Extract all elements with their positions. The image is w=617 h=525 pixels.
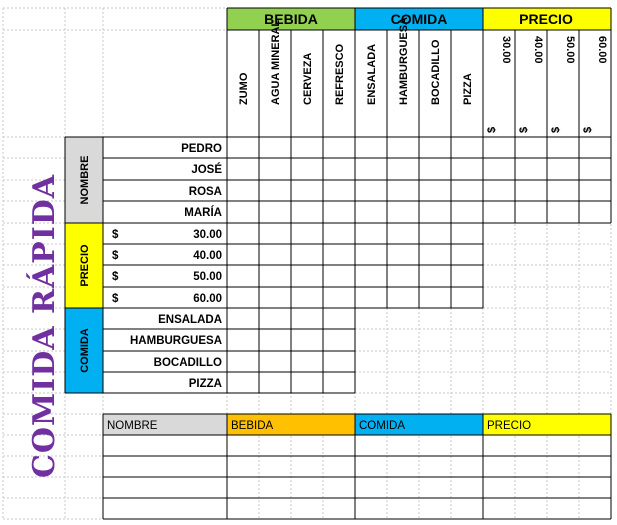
row-label-currency: $ [112,293,119,305]
summary-header-nombre: NOMBRE [107,420,158,432]
column-header-pizza: PIZZA [462,73,474,105]
column-header-price: 50.00 [564,36,576,64]
column-header-ensalada: ENSALADA [366,43,378,105]
row-label-food: ENSALADA [158,314,222,326]
column-header-zumo: ZUMO [238,72,250,105]
column-header-currency: $ [550,126,562,133]
column-header-currency: $ [518,126,530,133]
column-header-price: 60.00 [596,36,608,64]
header-comida: COMIDA [390,11,448,27]
summary-header-bebida: BEBIDA [231,420,274,432]
column-header-bocadillo: BOCADILLO [430,39,442,105]
row-label-food: PIZZA [188,378,222,390]
row-label-price: 30.00 [193,229,222,241]
column-header-hamburguesa: HAMBURGUESA [398,17,410,105]
header-bebida: BEBIDA [264,11,318,27]
header-precio: PRECIO [519,11,573,27]
column-header-price: 40.00 [532,36,544,64]
column-header-cerveza: CERVEZA [302,52,314,105]
column-header-agua-mineral: AGUA MINERAL [270,19,282,105]
column-header-price: 30.00 [500,36,512,64]
summary-header-precio: PRECIO [487,420,532,432]
row-label-price: 40.00 [193,250,222,262]
row-label-price: 60.00 [193,293,222,305]
row-label-name: ROSA [188,186,222,198]
summary-header-comida: COMIDA [359,420,405,432]
column-header-currency: $ [486,126,498,133]
row-label-currency: $ [112,250,119,262]
row-group-comida: COMIDA [79,328,91,373]
row-label-price: 50.00 [193,271,222,283]
row-label-name: PEDRO [181,143,222,155]
row-group-precio: PRECIO [79,244,91,287]
row-group-nombre: NOMBRE [79,155,91,205]
row-label-food: HAMBURGUESA [130,335,222,347]
row-label-food: BOCADILLO [153,357,222,369]
row-label-name: JOSÉ [191,164,222,176]
row-label-name: MARÍA [184,207,222,219]
page-title: COMIDA RÁPIDA [27,173,62,479]
row-label-currency: $ [112,271,119,283]
column-header-refresco: REFRESCO [334,43,346,105]
row-label-currency: $ [112,229,119,241]
table-text [79,17,608,432]
column-header-currency: $ [582,126,594,133]
